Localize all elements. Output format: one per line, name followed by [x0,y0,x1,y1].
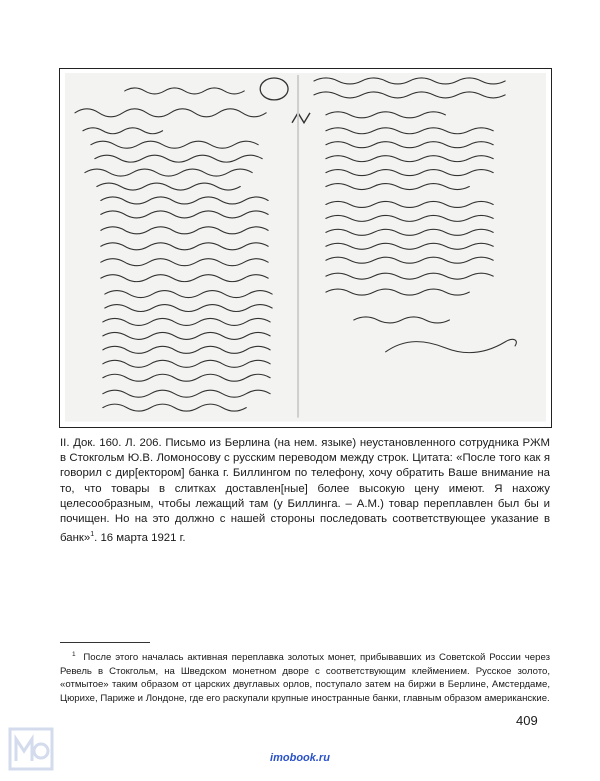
footnote-divider [60,642,150,643]
document-photo-frame [59,68,552,428]
imobook-logo-icon [8,727,54,771]
caption-date: . 16 марта 1921 г. [94,532,186,545]
figure-caption [60,436,550,546]
handwritten-letter-photo [65,73,546,422]
page-number: 409 [516,713,538,728]
caption-footnote-ref: 1 [90,531,95,539]
footnote-number: 1 [72,651,76,658]
site-link[interactable]: imobook.ru [270,752,330,764]
footnote-text: После этого началась активная переплавка золотых монет, прибывавших из Советской России через Ревель в Стокгольм, на Шведском монетном дворе с соответствующим клеймением. Русское золото, «отмытое» таким образом от царских двуглавых орлов, поступало затем на биржи в Берлине, Амстердаме, Цюрихе, Париже и Лондоне, где его раскупали крупные иностранные банки, главным образом американские. [60,652,550,704]
footnote [60,648,550,706]
caption-text: II. Док. 160. Л. 206. Письмо из Берлина (на нем. языке) неустановленного сотрудника РЖМ в Стокгольм Ю.В. Ломоносову с русским переводом между строк. Цитата: «После того как я говорил с дир[ектором] банка г. Биллингом по телефону, хочу обратить Ваше внимание на то, что товары в слитках доставлен[ные] более высокую цену имеют. Я нахожу целесообразным, чтобы лежащий там (у Биллинга. – А.М.) товар переплавлен был бы и почищен. Но на это должно с нашей стороны последовать соответствующее указание в банк» [60,437,550,545]
